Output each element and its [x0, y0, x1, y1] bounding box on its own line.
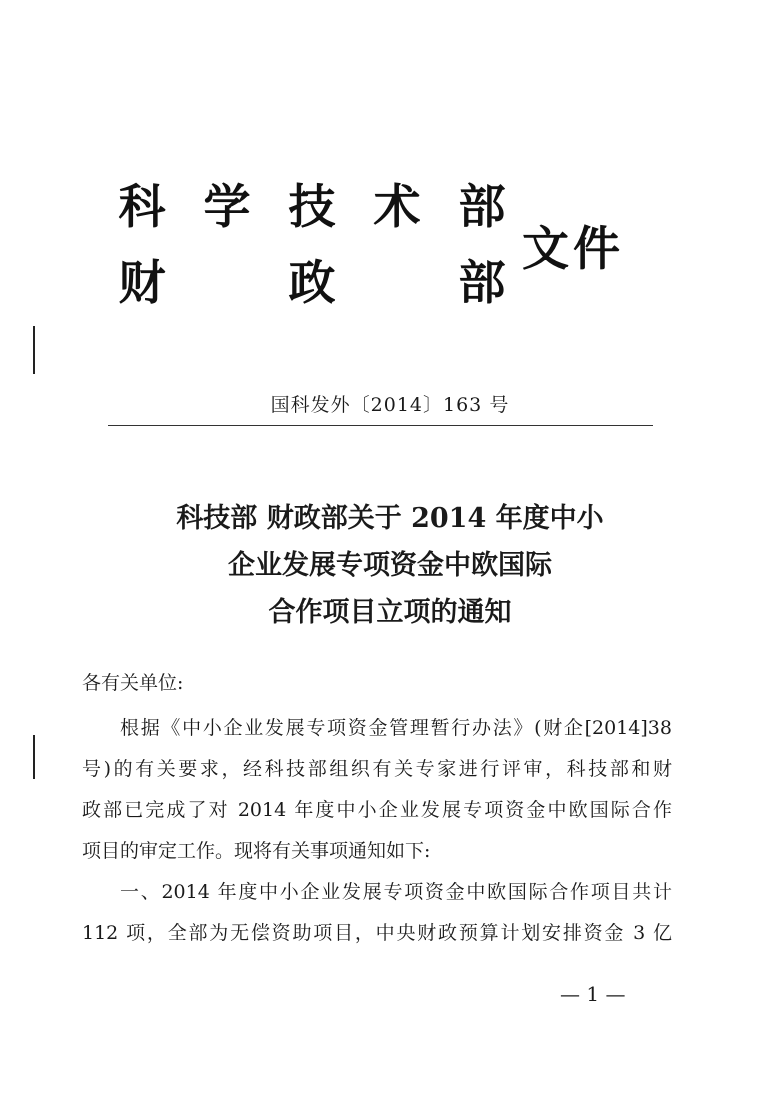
body-line: 号)的有关要求，经科技部组织有关专家进行评审，科技部和财: [82, 758, 672, 780]
issuer-char: 术: [373, 180, 421, 235]
issuer-char: 部: [458, 180, 506, 235]
binding-mark: [33, 735, 35, 779]
title-line: 科技部 财政部关于 2014 年度中小: [176, 503, 604, 534]
body-line: 根据《中小企业发展专项资金管理暂行办法》(财企[2014]38: [120, 717, 672, 739]
issuer-char: 科: [118, 180, 166, 235]
title-line: 企业发展专项资金中欧国际: [228, 550, 552, 581]
document-number: 国科发外〔2014〕163 号: [270, 394, 510, 416]
header-divider: [108, 425, 653, 426]
body-line: 政部已完成了对 2014 年度中小企业发展专项资金中欧国际合作: [82, 799, 672, 821]
issuing-authorities: [112, 178, 632, 318]
document-label: 文件: [522, 222, 624, 277]
salutation: 各有关单位:: [82, 672, 184, 694]
issuer-char: 财: [118, 256, 166, 311]
title-line: 合作项目立项的通知: [268, 597, 512, 628]
body-line: 项目的审定工作。现将有关事项通知如下:: [82, 840, 431, 862]
issuer-char: 技: [288, 180, 336, 235]
body-line: 一、2014 年度中小企业发展专项资金中欧国际合作项目共计: [120, 881, 672, 903]
issuer-char: 部: [458, 256, 506, 311]
page-number: — 1 —: [560, 982, 626, 1006]
issuer-char: 学: [203, 180, 251, 235]
document-title: [0, 495, 780, 636]
issuer-char: 政: [288, 256, 336, 311]
binding-mark: [33, 326, 35, 374]
body-line: 112 项，全部为无偿资助项目，中央财政预算计划安排资金 3 亿: [82, 922, 672, 944]
body-text: [82, 708, 672, 954]
